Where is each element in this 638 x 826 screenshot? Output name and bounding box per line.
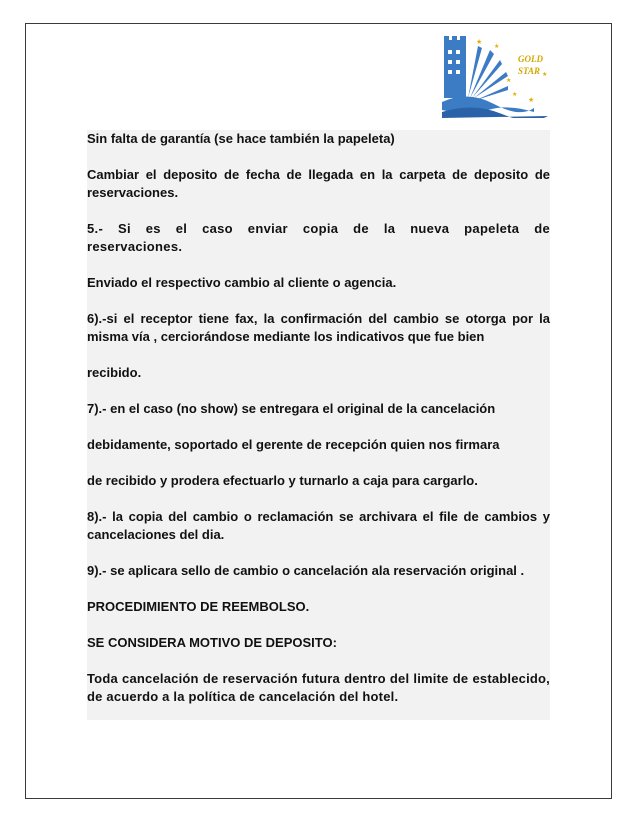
paragraph-step-5: 5.- Si es el caso enviar copia de la nueva papeleta de reservaciones. <box>87 221 550 254</box>
heading-refund-procedure: PROCEDIMIENTO DE REEMBOLSO. <box>87 599 310 614</box>
paragraph-change-deposit: Cambiar el deposito de fecha de llegada en la carpeta de deposito de reservaciones. <box>87 167 550 200</box>
logo-text-gold: GOLD <box>518 54 543 64</box>
paragraph-step-7: 7).- en el caso (no show) se entregara el original de la cancelación <box>87 401 496 416</box>
svg-text:★: ★ <box>528 96 535 104</box>
heading-deposit-reason: SE CONSIDERA MOTIVO DE DEPOSITO: <box>87 635 337 650</box>
svg-text:★: ★ <box>542 71 548 78</box>
svg-text:★: ★ <box>512 91 518 98</box>
paragraph-received: recibido. <box>87 365 142 380</box>
paragraph-sent-change: Enviado el respectivo cambio al cliente o agencia. <box>87 275 397 290</box>
paragraph-step-6: 6).-si el receptor tiene fax, la confirmación del cambio se otorga por la misma vía , cerciorándose mediante los indicativos que fue bien <box>87 311 550 344</box>
paragraph-step-8: 8).- la copia del cambio o reclamación se archivara el file de cambios y cancelaciones del dia. <box>87 509 550 542</box>
paragraph-guarantee: Sin falta de garantía (se hace también la papeleta) <box>87 131 395 146</box>
tower-shape <box>444 40 466 98</box>
gold-star-logo <box>438 32 562 118</box>
svg-text:★: ★ <box>494 43 500 50</box>
logo-text-star: STAR <box>518 66 541 76</box>
star-icon: ★ <box>476 38 483 46</box>
svg-text:★: ★ <box>506 77 512 84</box>
document-body <box>87 130 550 720</box>
paragraph-step-7-cont-1: debidamente, soportado el gerente de recepción quien nos firmara <box>87 437 500 452</box>
paragraph-step-7-cont-2: de recibido y prodera efectuarlo y turnarlo a caja para cargarlo. <box>87 473 478 488</box>
paragraph-cancellation: Toda cancelación de reservación futura dentro del limite de establecido, de acuerdo a la política de cancelación del hotel. <box>87 671 550 704</box>
paragraph-step-9: 9).- se aplicara sello de cambio o cancelación ala reservación original . <box>87 563 525 578</box>
